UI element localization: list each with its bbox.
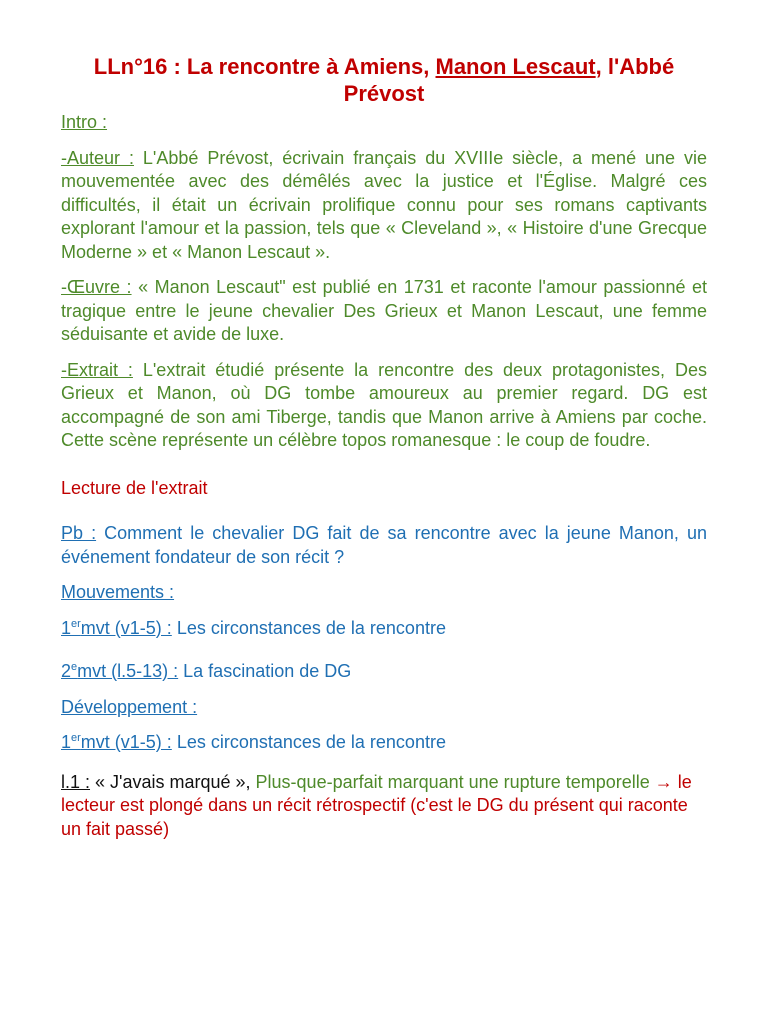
mouvement-1-line xyxy=(61,617,707,641)
mouvement-1-ref: 1ermvt (v1-5) : xyxy=(61,617,172,638)
mouvements-label: Mouvements : xyxy=(61,582,175,602)
l1-quote: « J'avais marqué », xyxy=(90,771,251,792)
title-suffix: , l'Abbé xyxy=(595,54,675,79)
arrow-right-icon: → xyxy=(654,771,673,792)
l1-label: l.1 : xyxy=(61,771,91,792)
problematique-paragraph xyxy=(61,522,707,569)
developpement-mouvement-1-line xyxy=(61,731,707,755)
mouvement-2-line xyxy=(61,660,707,684)
auteur-text: L'Abbé Prévost, écrivain français du XVIIIe siècle, a mené une vie mouvementée avec des démêlés avec la justice et l'Église. Malgré ces difficultés, il était un écrivain prolifique connu pour ses romans captivants explorant l'amour et la passion, tels que « Cleveland », « Histoire d'une Grecque Moderne » et « Manon Lescaut ». xyxy=(61,147,707,262)
extrait-label: -Extrait : xyxy=(61,359,133,380)
extrait-text: L'extrait étudié présente la rencontre des deux protagonistes, Des Grieux et Manon, où DG tombe amoureux au premier regard. DG est accompagné de son ami Tiberge, tandis que Manon arrive à Amiens par coche. Cette scène représente un célèbre topos romanesque : le coup de foudre. xyxy=(61,359,707,450)
oeuvre-label: -Œuvre : xyxy=(61,277,132,297)
developpement-label: Développement : xyxy=(61,696,198,717)
extrait-paragraph xyxy=(61,359,707,453)
auteur-label: -Auteur : xyxy=(61,147,134,168)
mouvement-2-text: La fascination de DG xyxy=(178,661,352,681)
l1-paragraph xyxy=(61,771,707,842)
page-title xyxy=(61,53,707,107)
pb-text: Comment le chevalier DG fait de sa rencontre avec la jeune Manon, un événement fondateur de son récit ? xyxy=(61,523,707,567)
l1-consequence: le lecteur est plongé dans un récit rétrospectif (c'est le DG du présent qui raconte un fait passé) xyxy=(61,771,692,839)
oeuvre-paragraph xyxy=(61,276,707,347)
auteur-paragraph xyxy=(61,147,707,265)
oeuvre-text: « Manon Lescaut" est publié en 1731 et raconte l'amour passionné et tragique entre le jeune chevalier Des Grieux et Manon Lescaut, une femme séduisante et avide de luxe. xyxy=(61,277,707,344)
title-prefix: LLn°16 : La rencontre à Amiens, xyxy=(93,54,436,79)
developpement-mouvement-1-ref: 1ermvt (v1-5) : xyxy=(61,732,172,752)
lecture-heading: Lecture de l'extrait xyxy=(61,477,208,498)
mouvement-1-text: Les circonstances de la rencontre xyxy=(171,617,446,638)
pb-label: Pb : xyxy=(61,523,97,543)
title-line2: Prévost xyxy=(343,81,425,106)
title-work: Manon Lescaut xyxy=(435,54,596,79)
mouvement-2-ref: 2emvt (l.5-13) : xyxy=(61,661,179,681)
l1-analysis: Plus-que-parfait marquant une rupture temporelle xyxy=(250,771,655,792)
developpement-mouvement-1-text: Les circonstances de la rencontre xyxy=(171,732,446,752)
intro-label: Intro : xyxy=(61,112,108,132)
